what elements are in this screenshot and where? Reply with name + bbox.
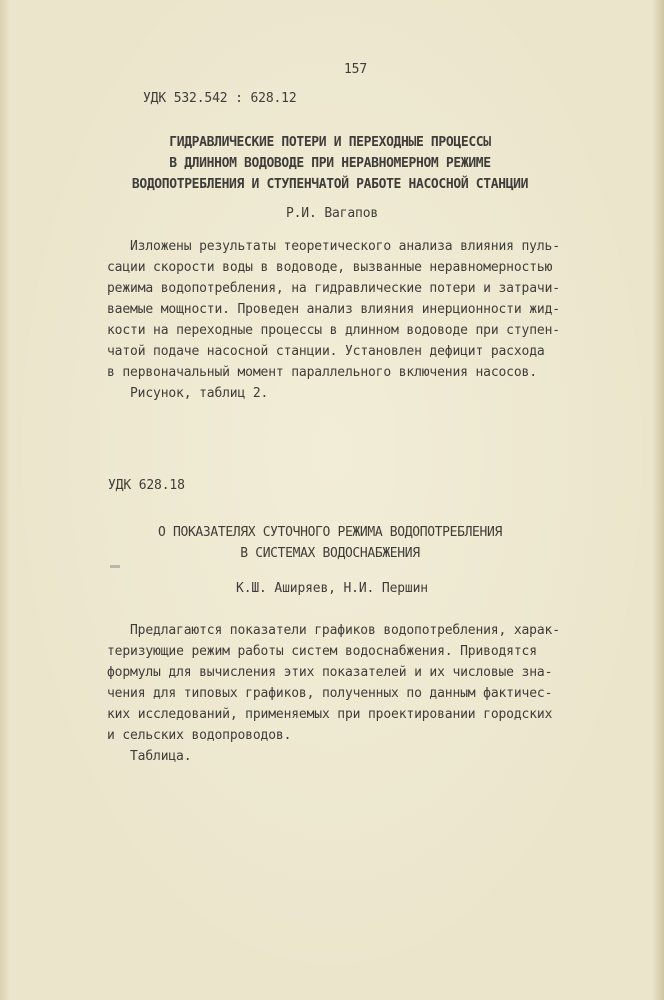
abstract-line: Предлагаются показатели графиков водопотребления, харак- <box>130 623 560 638</box>
article-title-line: ВОДОПОТРЕБЛЕНИЯ И СТУПЕНЧАТОЙ РАБОТЕ НАСОСНОЙ СТАНЦИИ <box>131 177 529 192</box>
abstract-line: режима водопотребления, на гидравлические потери и затрачи- <box>107 281 560 296</box>
udc-code: УДК 628.18 <box>108 478 185 493</box>
abstract-line: чения для типовых графиков, полученных по данным фактичес- <box>107 686 553 701</box>
abstract-line: и сельских водопроводов. <box>107 728 292 743</box>
abstract-line: в первоначальный момент параллельного включения насосов. <box>107 365 537 380</box>
abstract-line: формулы для вычисления этих показателей и их числовые зна- <box>107 665 553 680</box>
article-authors: Р.И. Вагапов <box>285 206 379 221</box>
abstract-line: сации скорости воды в водоводе, вызванные неравномерностью <box>107 260 553 275</box>
article-title-line: В СИСТЕМАХ ВОДОСНАБЖЕНИЯ <box>240 546 420 561</box>
abstract-line: чатой подаче насосной станции. Установлен дефицит расхода <box>107 344 545 359</box>
abstract-line: ких исследований, применяемых при проектировании городских <box>107 707 553 722</box>
abstract-line: ваемые мощности. Проведен анализ влияния инерционности жид- <box>107 302 560 317</box>
article-title-line: В ДЛИННОМ ВОДОВОДЕ ПРИ НЕРАВНОМЕРНОМ РЕЖИМЕ <box>169 156 491 171</box>
abstract-line: кости на переходные процессы в длинном водоводе при ступен- <box>107 323 560 338</box>
abstract-line: теризующие режим работы систем водоснабжения. Приводятся <box>107 644 537 659</box>
article-title-line: ГИДРАВЛИЧЕСКИЕ ПОТЕРИ И ПЕРЕХОДНЫЕ ПРОЦЕССЫ <box>169 135 491 150</box>
article-title-line: О ПОКАЗАТЕЛЯХ СУТОЧНОГО РЕЖИМА ВОДОПОТРЕБЛЕНИЯ <box>158 525 502 540</box>
page-number: 157 <box>344 62 368 77</box>
udc-code: УДК 532.542 : 628.12 <box>143 91 297 106</box>
article-note: Таблица. <box>130 749 192 764</box>
abstract-line: Изложены результаты теоретического анализа влияния пуль- <box>130 239 560 254</box>
article-authors: К.Ш. Аширяев, Н.И. Першин <box>236 581 428 596</box>
article-note: Рисунок, таблиц 2. <box>130 386 269 401</box>
stray-ink-mark <box>110 565 120 568</box>
